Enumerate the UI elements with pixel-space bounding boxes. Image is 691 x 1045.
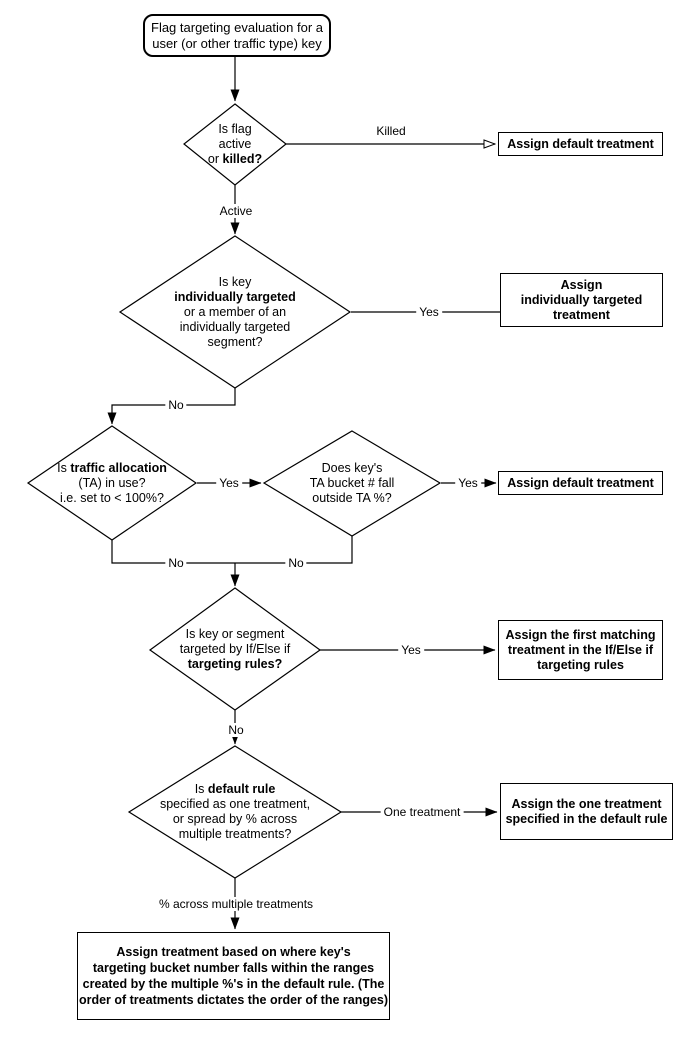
outcome-first-matching-treatment [498, 620, 663, 680]
decision-line: or spread by % across [172, 812, 298, 826]
edge-label-yes-ta: Yes [216, 476, 242, 490]
text-run-bold: default rule [207, 782, 276, 796]
start-node-line1: Flag targeting evaluation for a [151, 19, 323, 35]
decision-line: active [218, 137, 252, 151]
outcome-line: Assign treatment based on where key's [116, 944, 351, 959]
edge-label-no-individual: No [165, 398, 186, 412]
outcome-line: treatment in the If/Else if [507, 642, 654, 657]
decision-default-rule [129, 746, 341, 878]
edge-label-no-rules: No [225, 723, 246, 737]
decision-line: Does key's [321, 461, 383, 475]
text-run: Is [194, 782, 208, 796]
outcome-line: targeting bucket number falls within the ranges [92, 960, 375, 975]
decision-line-bold: targeting rules? [187, 656, 283, 671]
decision-line-bold: individually targeted [174, 289, 296, 304]
edge-label-percent-spread: % across multiple treatments [156, 897, 316, 911]
outcome-line: Assign default treatment [507, 136, 654, 151]
outcome-line: Assign [560, 277, 603, 292]
edge-label-yes-rules: Yes [398, 643, 424, 657]
text-run: Is [57, 460, 71, 475]
decision-ta-bucket [264, 431, 440, 536]
decision-line: TA bucket # fall [309, 476, 395, 490]
decision-line: Is flag [218, 122, 252, 136]
decision-traffic-allocation [28, 426, 196, 540]
outcome-one-treatment-default-rule [500, 783, 673, 840]
outcome-bucket-ranges [77, 932, 390, 1020]
decision-line [208, 152, 262, 167]
decision-line [57, 461, 167, 476]
decision-line: segment? [207, 334, 263, 349]
edge-label-active: Active [217, 204, 256, 218]
decision-line: or a member of an [183, 304, 287, 319]
start-node-line2: user (or other traffic type) key [152, 35, 322, 51]
decision-flag-active [184, 104, 286, 185]
decision-individually-targeted [120, 236, 350, 388]
decision-line: targeted by If/Else if [179, 641, 291, 656]
outcome-default-treatment-killed [498, 132, 663, 156]
outcome-line: order of treatments dictates the order of the ranges) [78, 993, 389, 1008]
edge-label-killed: Killed [373, 124, 408, 138]
decision-line: outside TA %? [312, 491, 392, 505]
decision-line [195, 782, 276, 797]
edge-label-yes-outside: Yes [455, 476, 481, 490]
start-node [143, 14, 331, 57]
decision-line: multiple treatments? [178, 827, 292, 841]
text-run: or [207, 152, 223, 166]
decision-line: i.e. set to < 100%? [60, 490, 164, 505]
outcome-line: created by the multiple %'s in the default rule. (The [82, 977, 385, 991]
edge-label-yes-individual: Yes [416, 305, 442, 319]
outcome-line: targeting rules [537, 657, 624, 672]
outcome-line: individually targeted [520, 292, 643, 307]
decision-line: (TA) in use? [78, 475, 146, 490]
outcome-line: Assign the one treatment [511, 796, 662, 811]
edge-label-no-outside: No [285, 556, 306, 570]
edge-label-no-ta: No [165, 556, 186, 570]
decision-line: individually targeted [179, 319, 291, 334]
outcome-line: specified in the default rule [505, 811, 668, 826]
edge-label-one-treatment: One treatment [381, 805, 464, 819]
decision-line: Is key or segment [185, 626, 285, 641]
text-run-bold: killed? [222, 152, 263, 166]
outcome-line: treatment [553, 307, 610, 322]
outcome-individually-targeted-treatment [500, 273, 663, 327]
decision-line: Is key [218, 274, 252, 289]
text-run-bold: traffic allocation [70, 460, 167, 475]
outcome-line: Assign the first matching [505, 627, 656, 642]
decision-line: specified as one treatment, [159, 797, 311, 811]
outcome-default-treatment-ta [498, 471, 663, 495]
outcome-line: Assign default treatment [507, 475, 654, 490]
decision-targeting-rules [150, 588, 320, 710]
